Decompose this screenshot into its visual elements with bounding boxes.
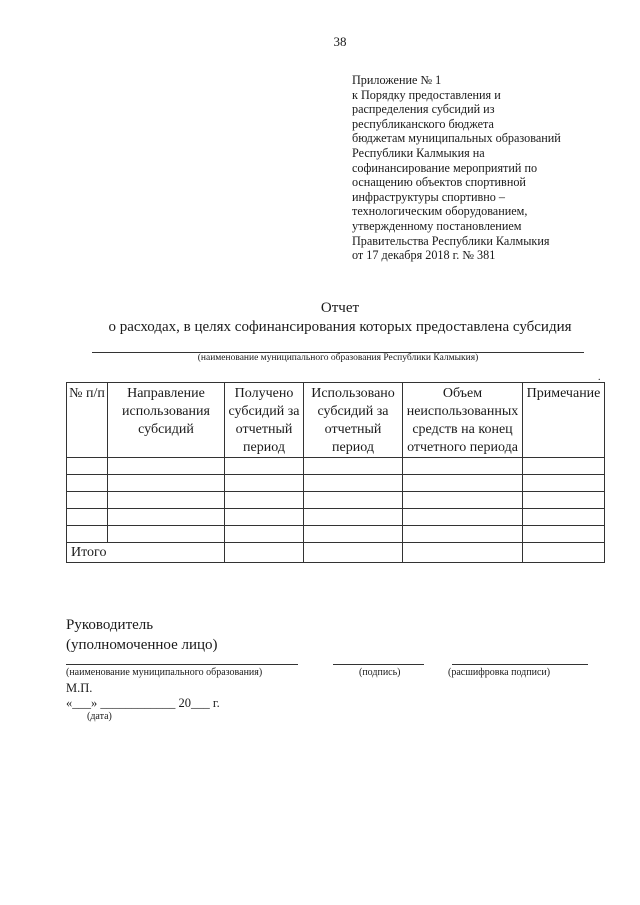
report-subtitle: о расходах, в целях софинансирования которых предоставлена субсидия [108, 319, 572, 335]
table-cell[interactable] [403, 492, 523, 509]
table-cell[interactable] [523, 509, 605, 526]
signatory-subtitle: (уполномоченное лицо) [66, 637, 218, 653]
table-cell[interactable] [523, 475, 605, 492]
header-used: Использовано субсидий за отчетный период [304, 383, 403, 458]
org-name-caption: (наименование муниципального образования) [66, 667, 263, 678]
table-cell[interactable] [67, 475, 108, 492]
table-cell[interactable] [108, 458, 225, 475]
appendix-block [352, 73, 622, 263]
table-cell[interactable] [304, 509, 403, 526]
table-cell[interactable] [523, 458, 605, 475]
org-name-field[interactable] [66, 664, 298, 665]
table-cell[interactable] [67, 458, 108, 475]
table-row [67, 509, 605, 526]
header-direction: Направление использования субсидий [108, 383, 225, 458]
signature-decode-field[interactable] [452, 664, 588, 665]
appendix-line: утвержденному постановлением [352, 218, 522, 233]
appendix-line: софинансирование мероприятий по [352, 160, 538, 175]
signature-decode-caption: (расшифровка подписи) [448, 667, 551, 678]
table-cell[interactable] [225, 458, 304, 475]
table-cell[interactable] [304, 526, 403, 543]
signature-field[interactable] [333, 664, 424, 665]
table-cell[interactable] [225, 475, 304, 492]
municipality-name-caption: (наименование муниципального образования Республики Калмыкия) [197, 353, 479, 363]
table-cell[interactable] [403, 509, 523, 526]
table-cell[interactable] [225, 509, 304, 526]
table-cell[interactable] [108, 492, 225, 509]
appendix-line: технологическим оборудованием, [352, 204, 528, 219]
appendix-line: инфраструктуры спортивно – [352, 189, 506, 204]
table-row [67, 526, 605, 543]
appendix-line: Республики Калмыкия на [352, 145, 485, 160]
appendix-line: распределения субсидий из [352, 102, 495, 117]
appendix-line: бюджетам муниципальных образований [352, 131, 561, 146]
appendix-line: Правительства Республики Калмыкия [352, 233, 550, 248]
table-row [67, 492, 605, 509]
table-cell[interactable] [523, 526, 605, 543]
table-cell[interactable] [108, 526, 225, 543]
appendix-line: республиканского бюджета [352, 116, 494, 131]
header-note: Примечание [523, 383, 605, 458]
table-cell[interactable] [403, 475, 523, 492]
header-unused: Объем неиспользованных средств на конец отчетного периода [403, 383, 523, 458]
table-cell[interactable] [108, 509, 225, 526]
appendix-line: от 17 декабря 2018 г. № 381 [352, 248, 496, 263]
date-caption: (дата) [87, 711, 112, 722]
header-number: № п/п [67, 383, 108, 458]
signatory-block [66, 615, 218, 655]
table-cell[interactable] [403, 526, 523, 543]
table-cell[interactable] [67, 492, 108, 509]
table-row [67, 475, 605, 492]
signature-caption: (подпись) [359, 667, 401, 678]
table-cell[interactable] [403, 543, 523, 563]
appendix-line: оснащению объектов спортивной [352, 175, 526, 190]
table-cell[interactable] [67, 526, 108, 543]
table-cell[interactable] [225, 543, 304, 563]
table-cell[interactable] [225, 526, 304, 543]
report-title: Отчет [320, 300, 360, 316]
table-cell[interactable] [108, 475, 225, 492]
table-cell[interactable] [304, 475, 403, 492]
stamp-place: М.П. [66, 681, 93, 695]
total-label: Итого [67, 543, 225, 563]
table-cell[interactable] [67, 509, 108, 526]
report-table [66, 382, 605, 563]
table-cell[interactable] [225, 492, 304, 509]
table-row [67, 458, 605, 475]
table-cell[interactable] [403, 458, 523, 475]
appendix-line: к Порядку предоставления и [352, 87, 501, 102]
table-cell[interactable] [523, 492, 605, 509]
table-cell[interactable] [304, 492, 403, 509]
table-cell[interactable] [304, 543, 403, 563]
table-total-row [67, 543, 605, 563]
date-field[interactable]: «___» ____________ 20___ г. [66, 696, 220, 710]
signatory-title: Руководитель [66, 617, 154, 633]
table-header-row [67, 383, 605, 458]
page-number: 38 [333, 34, 347, 49]
appendix-line: Приложение № 1 [352, 73, 442, 87]
header-received: Получено субсидий за отчетный период [225, 383, 304, 458]
corner-mark: . [598, 372, 601, 383]
table-cell[interactable] [304, 458, 403, 475]
table-cell[interactable] [523, 543, 605, 563]
